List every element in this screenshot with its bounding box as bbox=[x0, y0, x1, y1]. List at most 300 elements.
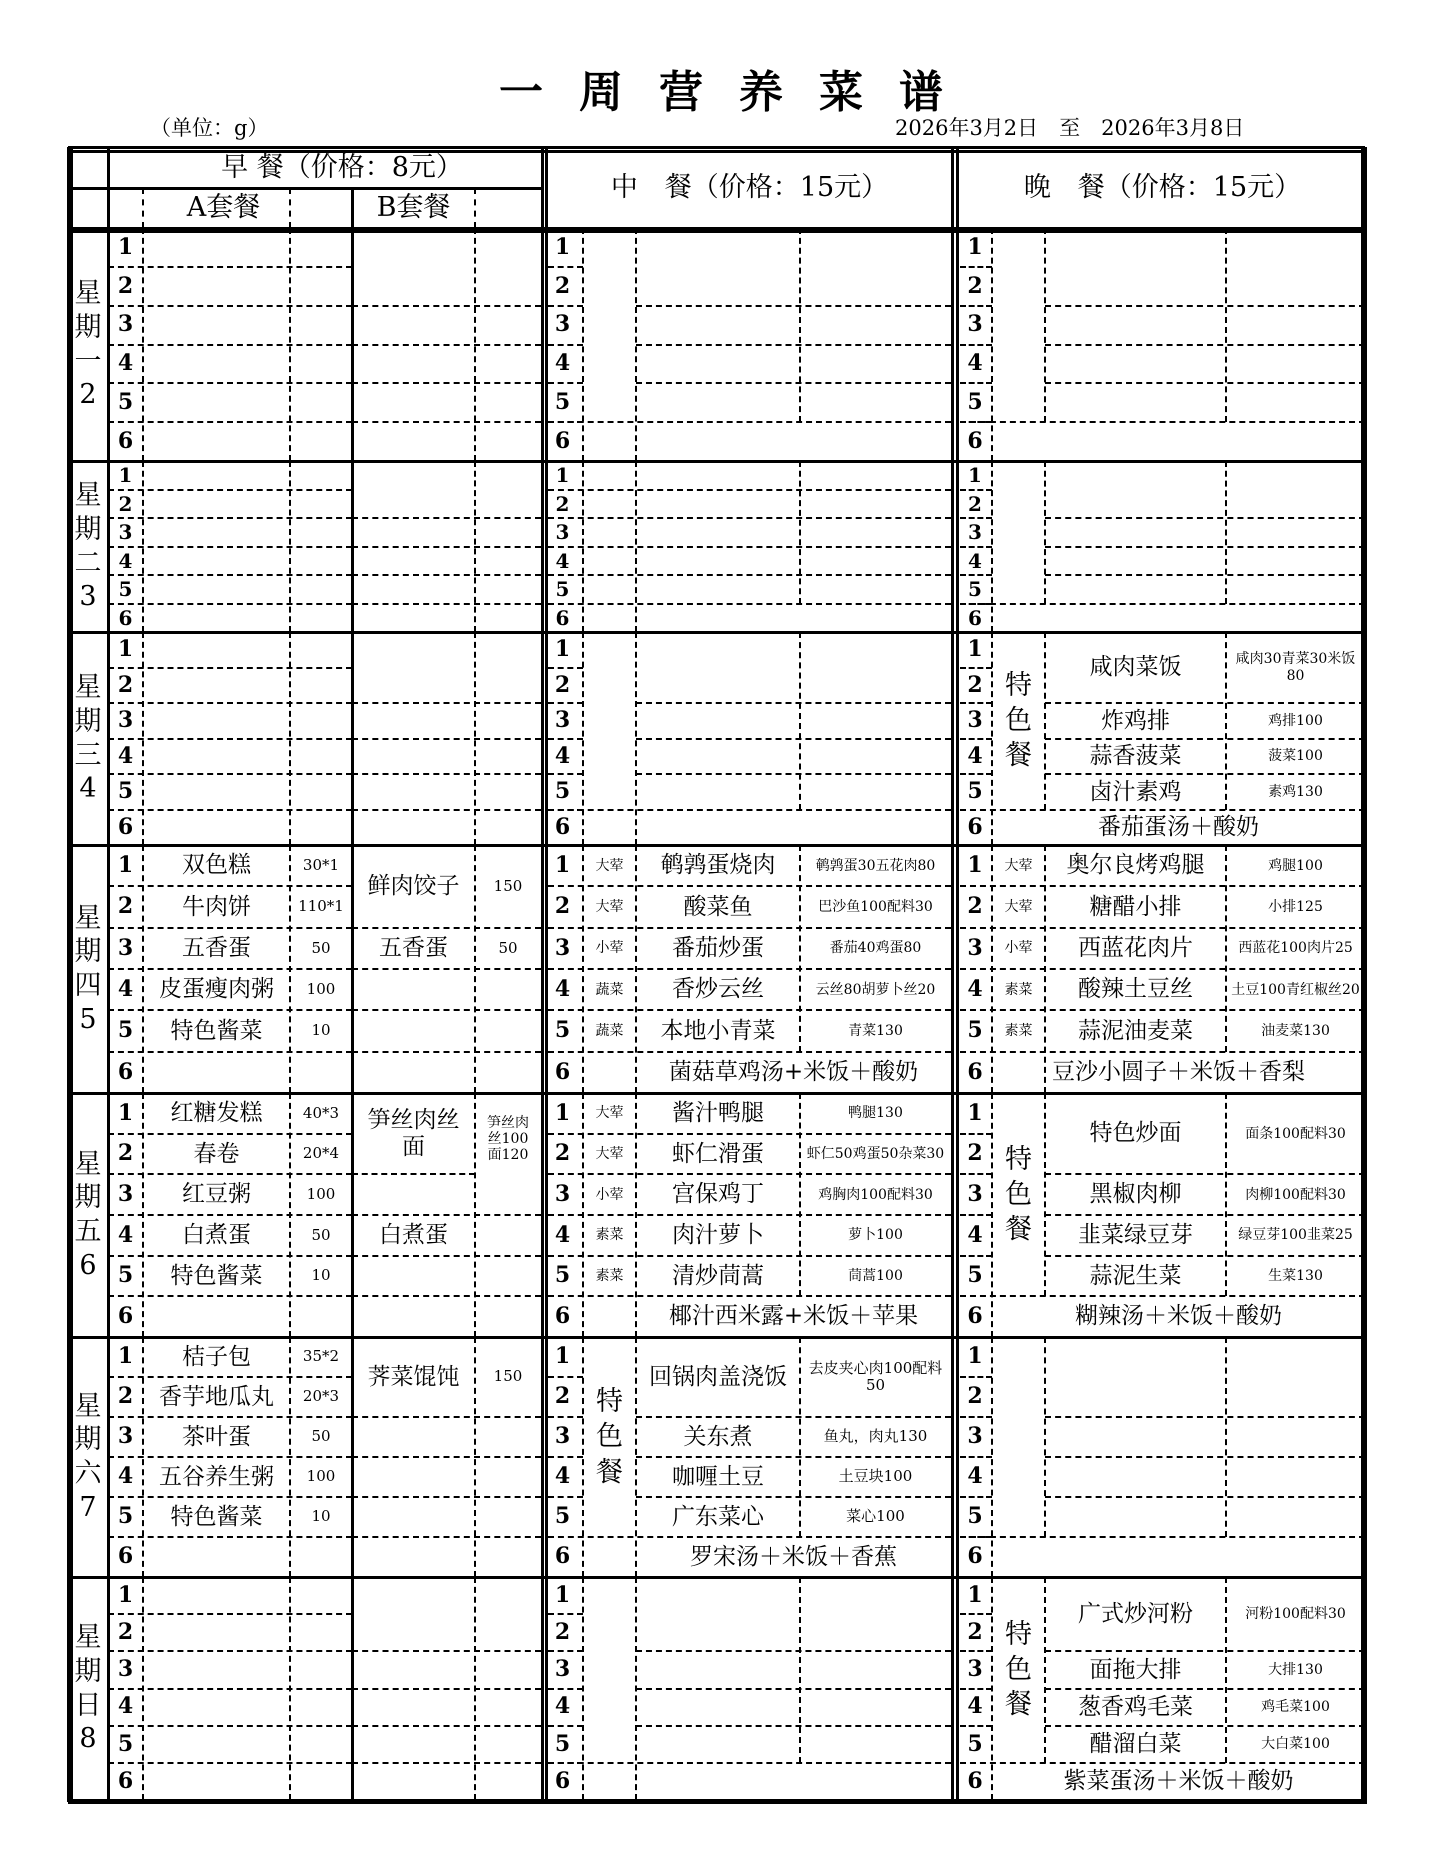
grid-line bbox=[548, 1214, 951, 1216]
grid-line bbox=[960, 1173, 992, 1175]
breakfast-row-number: 2 bbox=[117, 1140, 134, 1167]
breakfast-row-number: 6 bbox=[117, 1767, 134, 1794]
dinner-item: 奥尔良烤鸡腿 bbox=[1066, 852, 1205, 879]
dinner-row-number: 3 bbox=[967, 311, 983, 338]
grid-line bbox=[956, 147, 959, 1800]
breakfast-a-item: 特色酱菜 bbox=[170, 1503, 263, 1530]
grid-line bbox=[108, 1725, 352, 1727]
lunch-row-number: 6 bbox=[554, 1767, 571, 1794]
grid-line bbox=[960, 305, 992, 307]
dinner-qty: 菠菜100 bbox=[1268, 748, 1323, 765]
dinner-row-number: 1 bbox=[967, 233, 983, 260]
day-label-char: 期 bbox=[74, 1182, 102, 1214]
grid-line bbox=[108, 1009, 352, 1011]
dinner-row-number: 6 bbox=[967, 1303, 983, 1329]
grid-line bbox=[108, 344, 352, 346]
grid-line bbox=[1044, 228, 1046, 422]
lunch-row-number: 5 bbox=[554, 778, 571, 805]
breakfast-row-number: 6 bbox=[117, 1058, 134, 1085]
breakfast-row-number: 1 bbox=[117, 1099, 134, 1126]
grid-line bbox=[107, 147, 110, 1800]
dinner-qty: 土豆100青红椒丝20 bbox=[1231, 981, 1360, 998]
dinner-category: 大荤 bbox=[1004, 898, 1033, 915]
day-label-char: 8 bbox=[79, 1723, 97, 1755]
dinner-row-number: 4 bbox=[967, 1693, 983, 1720]
lunch-row-number: 4 bbox=[554, 742, 571, 769]
dinner-row-number: 5 bbox=[967, 778, 983, 805]
lunch-special-label-char: 餐 bbox=[596, 1456, 623, 1488]
breakfast-b-header: B套餐 bbox=[376, 192, 451, 224]
grid-line bbox=[352, 517, 541, 519]
grid-line bbox=[108, 773, 352, 775]
breakfast-row-number: 3 bbox=[117, 707, 134, 734]
day-label-char: 星 bbox=[74, 672, 102, 703]
dinner-qty: 大排130 bbox=[1268, 1661, 1323, 1678]
dinner-qty: 咸肉30青菜30米饭80 bbox=[1235, 651, 1356, 684]
breakfast-b-qty: 150 bbox=[493, 1367, 523, 1386]
breakfast-row-number: 1 bbox=[117, 1581, 134, 1608]
day-label-char: 期 bbox=[74, 1655, 102, 1687]
grid-line bbox=[636, 1416, 951, 1418]
day-label-char: 4 bbox=[79, 773, 97, 805]
grid-line bbox=[1361, 147, 1364, 1802]
dinner-category: 素菜 bbox=[1004, 1022, 1033, 1039]
day-label-char: 五 bbox=[74, 1216, 102, 1247]
dinner-item: 蒜泥生菜 bbox=[1089, 1262, 1182, 1289]
grid-line bbox=[960, 546, 992, 548]
grid-line bbox=[108, 1456, 352, 1458]
grid-line bbox=[1045, 1214, 1365, 1216]
breakfast-row-number: 4 bbox=[117, 1693, 134, 1720]
grid-line bbox=[352, 1762, 541, 1764]
breakfast-row-number: 3 bbox=[117, 311, 134, 338]
day-label bbox=[68, 845, 108, 1093]
grid-line bbox=[68, 1801, 1367, 1804]
dinner-row-number: 4 bbox=[967, 1463, 983, 1490]
breakfast-a-item: 茶叶蛋 bbox=[182, 1423, 251, 1450]
day-label-char: 二 bbox=[74, 547, 102, 579]
breakfast-a-qty: 50 bbox=[311, 1427, 331, 1446]
dinner-row-number: 6 bbox=[967, 1543, 983, 1570]
grid-line bbox=[108, 603, 352, 605]
grid-line bbox=[960, 1613, 992, 1615]
dinner-qty: 绿豆芽100韭菜25 bbox=[1238, 1227, 1353, 1244]
dinner-special-label-char: 色 bbox=[1005, 705, 1032, 737]
lunch-row-number: 2 bbox=[554, 1140, 571, 1167]
grid-line bbox=[68, 187, 541, 190]
dinner-row-number: 2 bbox=[967, 1140, 983, 1167]
breakfast-a-item: 五谷养生粥 bbox=[159, 1463, 274, 1490]
dinner-special-label bbox=[992, 632, 1045, 810]
grid-line bbox=[351, 188, 354, 228]
dinner-item: 醋溜白菜 bbox=[1089, 1731, 1182, 1758]
grid-line bbox=[68, 146, 1365, 149]
dinner-row-number: 3 bbox=[967, 1181, 983, 1207]
grid-line bbox=[548, 667, 583, 669]
lunch-row-number: 1 bbox=[554, 852, 571, 879]
grid-line bbox=[548, 1133, 951, 1135]
grid-line bbox=[352, 1051, 541, 1053]
breakfast-a-qty: 30*1 bbox=[302, 856, 340, 875]
grid-line bbox=[548, 1456, 583, 1458]
day-label-char: 六 bbox=[74, 1458, 102, 1489]
breakfast-row-number: 1 bbox=[117, 1343, 134, 1370]
dinner-row-number: 3 bbox=[967, 707, 983, 734]
breakfast-a-item: 牛肉饼 bbox=[182, 893, 251, 920]
title-char: 一 bbox=[499, 67, 543, 118]
dinner-special-label-char: 色 bbox=[1005, 1654, 1032, 1686]
dinner-row-number: 6 bbox=[968, 605, 982, 630]
day-label-char: 期 bbox=[74, 1424, 102, 1456]
lunch-row-number: 4 bbox=[554, 1463, 571, 1490]
lunch-row-number: 1 bbox=[554, 1581, 571, 1608]
breakfast-row-number: 5 bbox=[118, 577, 133, 602]
dinner-item: 西蓝花肉片 bbox=[1078, 935, 1193, 962]
grid-line bbox=[352, 344, 541, 346]
grid-line bbox=[108, 1214, 352, 1216]
grid-line bbox=[68, 150, 1365, 153]
day-label-char: 5 bbox=[79, 1003, 97, 1035]
grid-line bbox=[352, 1650, 541, 1652]
grid-line bbox=[108, 968, 352, 970]
grid-line bbox=[541, 147, 544, 1800]
lunch-qty: 鹌鹑蛋30五花肉80 bbox=[815, 857, 936, 874]
day-label-char: 期 bbox=[74, 513, 102, 545]
dinner-special-label-char: 餐 bbox=[1005, 740, 1032, 772]
grid-line bbox=[548, 1376, 583, 1378]
breakfast-row-number: 3 bbox=[117, 1656, 134, 1683]
lunch-row-number: 1 bbox=[555, 463, 570, 488]
grid-line bbox=[68, 230, 1365, 233]
breakfast-row-number: 2 bbox=[118, 491, 133, 516]
breakfast-a-qty: 110*1 bbox=[298, 897, 344, 916]
dinner-row-number: 2 bbox=[967, 671, 983, 698]
lunch-row-number: 2 bbox=[554, 1619, 571, 1646]
grid-line bbox=[548, 344, 583, 346]
lunch-combo: 椰汁西米露+米饭＋苹果 bbox=[668, 1303, 919, 1330]
lunch-item: 酸菜鱼 bbox=[683, 893, 753, 920]
breakfast-b-item: 五香蛋 bbox=[379, 935, 448, 962]
lunch-item: 本地小青菜 bbox=[660, 1017, 776, 1044]
grid-line bbox=[960, 603, 1365, 605]
grid-line bbox=[548, 1255, 951, 1257]
breakfast-row-number: 5 bbox=[117, 1730, 134, 1757]
breakfast-row-number: 1 bbox=[118, 463, 133, 488]
breakfast-row-number: 5 bbox=[117, 1503, 134, 1530]
day-label-char: 2 bbox=[79, 379, 97, 411]
grid-line bbox=[1045, 773, 1365, 775]
lunch-qty: 巴沙鱼100配料30 bbox=[818, 898, 933, 915]
grid-line bbox=[1225, 228, 1227, 422]
lunch-item: 酱汁鸭腿 bbox=[672, 1100, 764, 1127]
lunch-qty: 菜心100 bbox=[846, 1507, 905, 1526]
title-char: 周 bbox=[579, 67, 623, 118]
dinner-item: 葱香鸡毛菜 bbox=[1078, 1693, 1193, 1720]
grid-line bbox=[352, 421, 541, 423]
grid-line bbox=[960, 1725, 992, 1727]
dinner-qty: 素鸡130 bbox=[1268, 783, 1323, 800]
day-label-char: 三 bbox=[74, 739, 102, 771]
breakfast-a-item: 香芋地瓜丸 bbox=[159, 1383, 274, 1410]
grid-line bbox=[108, 702, 352, 704]
dinner-row-number: 1 bbox=[967, 1099, 983, 1126]
grid-line bbox=[548, 489, 951, 491]
breakfast-row-number: 5 bbox=[117, 1017, 134, 1044]
dinner-row-number: 5 bbox=[967, 1503, 983, 1530]
grid-line bbox=[1045, 344, 1365, 346]
grid-line bbox=[960, 489, 992, 491]
grid-line bbox=[548, 968, 951, 970]
grid-line bbox=[548, 1009, 951, 1011]
grid-line bbox=[1045, 1725, 1365, 1727]
grid-line bbox=[548, 1173, 951, 1175]
grid-line bbox=[548, 603, 951, 605]
grid-line bbox=[108, 1688, 352, 1690]
grid-line bbox=[548, 1613, 583, 1615]
dinner-row-number: 2 bbox=[967, 1383, 983, 1410]
breakfast-row-number: 3 bbox=[117, 934, 134, 961]
grid-line bbox=[799, 632, 801, 810]
dinner-qty: 鸡排100 bbox=[1268, 712, 1323, 729]
dinner-row-number: 6 bbox=[967, 427, 983, 454]
grid-line bbox=[548, 574, 951, 576]
day-label-char: 7 bbox=[79, 1491, 97, 1523]
dinner-combo: 豆沙小圆子＋米饭＋香梨 bbox=[1052, 1059, 1305, 1086]
grid-line bbox=[352, 702, 541, 704]
lunch-row-number: 3 bbox=[554, 1656, 571, 1683]
dinner-special-label-char: 特 bbox=[1005, 1144, 1032, 1176]
grid-line bbox=[352, 603, 541, 605]
breakfast-a-item: 桔子包 bbox=[182, 1343, 251, 1370]
day-label-char: 期 bbox=[74, 705, 102, 737]
grid-line bbox=[108, 382, 352, 384]
grid-line bbox=[108, 489, 352, 491]
grid-line bbox=[1045, 738, 1365, 740]
grid-line bbox=[960, 1650, 992, 1652]
dinner-row-number: 1 bbox=[967, 636, 983, 663]
grid-line bbox=[960, 574, 992, 576]
grid-line bbox=[1045, 1255, 1365, 1257]
lunch-category: 素菜 bbox=[595, 1267, 624, 1284]
grid-line bbox=[548, 517, 951, 519]
grid-line bbox=[1045, 1496, 1365, 1498]
dinner-row-number: 6 bbox=[967, 1058, 983, 1085]
breakfast-a-qty: 10 bbox=[311, 1266, 331, 1285]
breakfast-row-number: 5 bbox=[117, 389, 134, 416]
dinner-row-number: 1 bbox=[967, 852, 983, 879]
grid-line bbox=[108, 809, 352, 811]
lunch-row-number: 4 bbox=[554, 1221, 571, 1248]
grid-line bbox=[108, 546, 352, 548]
breakfast-a-item: 红糖发糕 bbox=[170, 1100, 263, 1127]
grid-line bbox=[474, 188, 476, 228]
lunch-category: 大荤 bbox=[595, 857, 624, 874]
day-label bbox=[68, 1093, 108, 1337]
dinner-special-label-char: 特 bbox=[1005, 670, 1032, 702]
breakfast-a-item: 皮蛋瘦肉粥 bbox=[159, 976, 274, 1003]
dinner-qty: 油麦菜130 bbox=[1261, 1022, 1330, 1039]
dinner-row-number: 5 bbox=[967, 1262, 983, 1289]
breakfast-a-item: 红豆粥 bbox=[182, 1181, 251, 1208]
breakfast-b-item: 笋丝肉丝面 bbox=[367, 1107, 460, 1160]
breakfast-row-number: 4 bbox=[117, 350, 134, 377]
grid-line bbox=[1044, 461, 1046, 604]
dinner-qty: 面条100配料30 bbox=[1245, 1125, 1346, 1142]
breakfast-a-item: 春卷 bbox=[193, 1140, 240, 1167]
dinner-row-number: 3 bbox=[967, 1656, 983, 1683]
lunch-row-number: 4 bbox=[555, 548, 570, 573]
grid-line bbox=[1045, 305, 1365, 307]
dinner-row-number: 5 bbox=[967, 1730, 983, 1757]
day-label-char: 星 bbox=[74, 1622, 102, 1653]
grid-line bbox=[960, 968, 1365, 970]
grid-line bbox=[352, 1496, 541, 1498]
grid-line bbox=[108, 1133, 352, 1135]
dinner-item: 蒜泥油麦菜 bbox=[1078, 1017, 1193, 1044]
dinner-row-number: 4 bbox=[967, 742, 983, 769]
grid-line bbox=[1045, 702, 1365, 704]
dinner-qty: 大白菜100 bbox=[1261, 1736, 1330, 1753]
grid-line bbox=[960, 517, 992, 519]
grid-line bbox=[1225, 1337, 1227, 1537]
dinner-item: 广式炒河粉 bbox=[1078, 1600, 1193, 1627]
lunch-row-number: 3 bbox=[554, 1181, 571, 1207]
grid-line bbox=[352, 546, 541, 548]
lunch-special-label-char: 色 bbox=[596, 1421, 623, 1453]
breakfast-row-number: 4 bbox=[118, 548, 133, 573]
lunch-row-number: 6 bbox=[554, 813, 571, 840]
dinner-row-number: 4 bbox=[967, 1221, 983, 1248]
dinner-item: 卤汁素鸡 bbox=[1089, 778, 1182, 805]
dinner-row-number: 2 bbox=[967, 1619, 983, 1646]
breakfast-row-number: 2 bbox=[117, 1383, 134, 1410]
breakfast-row-number: 6 bbox=[117, 813, 134, 840]
dinner-row-number: 2 bbox=[967, 272, 983, 299]
grid-line bbox=[636, 702, 951, 704]
breakfast-row-number: 4 bbox=[117, 1463, 134, 1490]
breakfast-b-item: 荠菜馄饨 bbox=[367, 1363, 460, 1390]
lunch-row-number: 2 bbox=[554, 671, 571, 698]
grid-line bbox=[352, 305, 541, 307]
lunch-row-number: 1 bbox=[554, 1099, 571, 1126]
grid-line bbox=[960, 1214, 992, 1216]
dinner-category: 素菜 bbox=[1004, 981, 1033, 998]
grid-line bbox=[108, 1613, 352, 1615]
breakfast-row-number: 6 bbox=[117, 1303, 134, 1329]
lunch-item: 肉汁萝卜 bbox=[672, 1222, 764, 1249]
lunch-category: 大荤 bbox=[595, 1145, 624, 1162]
dinner-special-label-char: 餐 bbox=[1005, 1689, 1032, 1721]
grid-line bbox=[960, 1496, 992, 1498]
lunch-row-number: 4 bbox=[554, 976, 571, 1003]
grid-line bbox=[108, 517, 352, 519]
grid-line bbox=[1225, 461, 1227, 604]
breakfast-a-qty: 35*2 bbox=[302, 1347, 340, 1366]
day-label bbox=[68, 228, 108, 461]
grid-line bbox=[352, 1536, 541, 1538]
dinner-row-number: 2 bbox=[968, 491, 982, 516]
lunch-row-number: 2 bbox=[555, 491, 570, 516]
lunch-qty: 萝卜100 bbox=[848, 1227, 903, 1244]
lunch-row-number: 3 bbox=[554, 934, 571, 961]
lunch-row-number: 6 bbox=[555, 605, 570, 630]
breakfast-row-number: 6 bbox=[117, 1543, 134, 1570]
grid-line bbox=[960, 1688, 992, 1690]
grid-line bbox=[1045, 1173, 1365, 1175]
grid-line bbox=[70, 147, 73, 1802]
dinner-special-label bbox=[992, 1577, 1045, 1763]
breakfast-a-qty: 50 bbox=[311, 938, 331, 957]
grid-line bbox=[352, 773, 541, 775]
dinner-special-label bbox=[992, 1093, 1045, 1296]
dinner-row-number: 6 bbox=[967, 813, 983, 840]
grid-line bbox=[636, 1496, 951, 1498]
grid-line bbox=[108, 1416, 352, 1418]
breakfast-row-number: 4 bbox=[117, 976, 134, 1003]
dinner-item: 糖醋小排 bbox=[1089, 893, 1182, 920]
day-label-char: 日 bbox=[74, 1689, 102, 1721]
lunch-row-number: 3 bbox=[555, 520, 570, 545]
dinner-qty: 河粉100配料30 bbox=[1245, 1606, 1346, 1623]
dinner-item: 黑椒肉柳 bbox=[1089, 1181, 1182, 1208]
grid-line bbox=[960, 1255, 992, 1257]
breakfast-a-item: 特色酱菜 bbox=[170, 1262, 263, 1289]
title-char: 养 bbox=[739, 67, 783, 118]
dinner-row-number: 4 bbox=[967, 350, 983, 377]
lunch-row-number: 5 bbox=[554, 1017, 571, 1044]
lunch-item: 香炒云丝 bbox=[672, 976, 764, 1003]
breakfast-b-qty: 150 bbox=[493, 876, 523, 895]
grid-line bbox=[960, 1133, 992, 1135]
lunch-row-number: 6 bbox=[554, 1058, 571, 1085]
lunch-item: 宫保鸡丁 bbox=[672, 1181, 764, 1208]
lunch-special-label bbox=[583, 1337, 636, 1537]
lunch-qty: 云丝80胡萝卜丝20 bbox=[815, 981, 936, 998]
grid-line bbox=[108, 1650, 352, 1652]
dinner-row-number: 6 bbox=[967, 1767, 983, 1794]
grid-line bbox=[548, 1725, 583, 1727]
grid-line bbox=[1364, 147, 1367, 1802]
dinner-row-number: 3 bbox=[967, 934, 983, 961]
breakfast-row-number: 1 bbox=[117, 233, 134, 260]
breakfast-row-number: 3 bbox=[117, 1423, 134, 1450]
title-char: 菜 bbox=[819, 67, 863, 118]
grid-line bbox=[548, 305, 583, 307]
day-label-char: 星 bbox=[74, 1390, 102, 1422]
grid-line bbox=[960, 927, 1365, 929]
lunch-row-number: 1 bbox=[554, 636, 571, 663]
lunch-item: 鹌鹑蛋烧肉 bbox=[660, 852, 776, 879]
grid-line bbox=[108, 738, 352, 740]
dinner-item: 面拖大排 bbox=[1089, 1656, 1182, 1683]
breakfast-a-qty: 20*3 bbox=[302, 1387, 340, 1406]
grid-line bbox=[548, 382, 583, 384]
day-label-char: 期 bbox=[74, 936, 102, 968]
grid-line bbox=[108, 1051, 352, 1053]
dinner-qty: 小排125 bbox=[1268, 898, 1323, 915]
lunch-header: 中 餐（价格：15元） bbox=[610, 171, 889, 203]
lunch-row-number: 4 bbox=[554, 350, 571, 377]
grid-line bbox=[548, 1688, 583, 1690]
grid-line bbox=[799, 1337, 801, 1537]
dinner-row-number: 1 bbox=[967, 1581, 983, 1608]
breakfast-b-qty: 笋丝肉丝100面120 bbox=[487, 1115, 529, 1164]
dinner-item: 特色炒面 bbox=[1089, 1120, 1182, 1147]
day-label-char: 3 bbox=[79, 581, 97, 613]
dinner-row-number: 3 bbox=[967, 1423, 983, 1450]
grid-line bbox=[960, 885, 1365, 887]
grid-line bbox=[548, 546, 951, 548]
